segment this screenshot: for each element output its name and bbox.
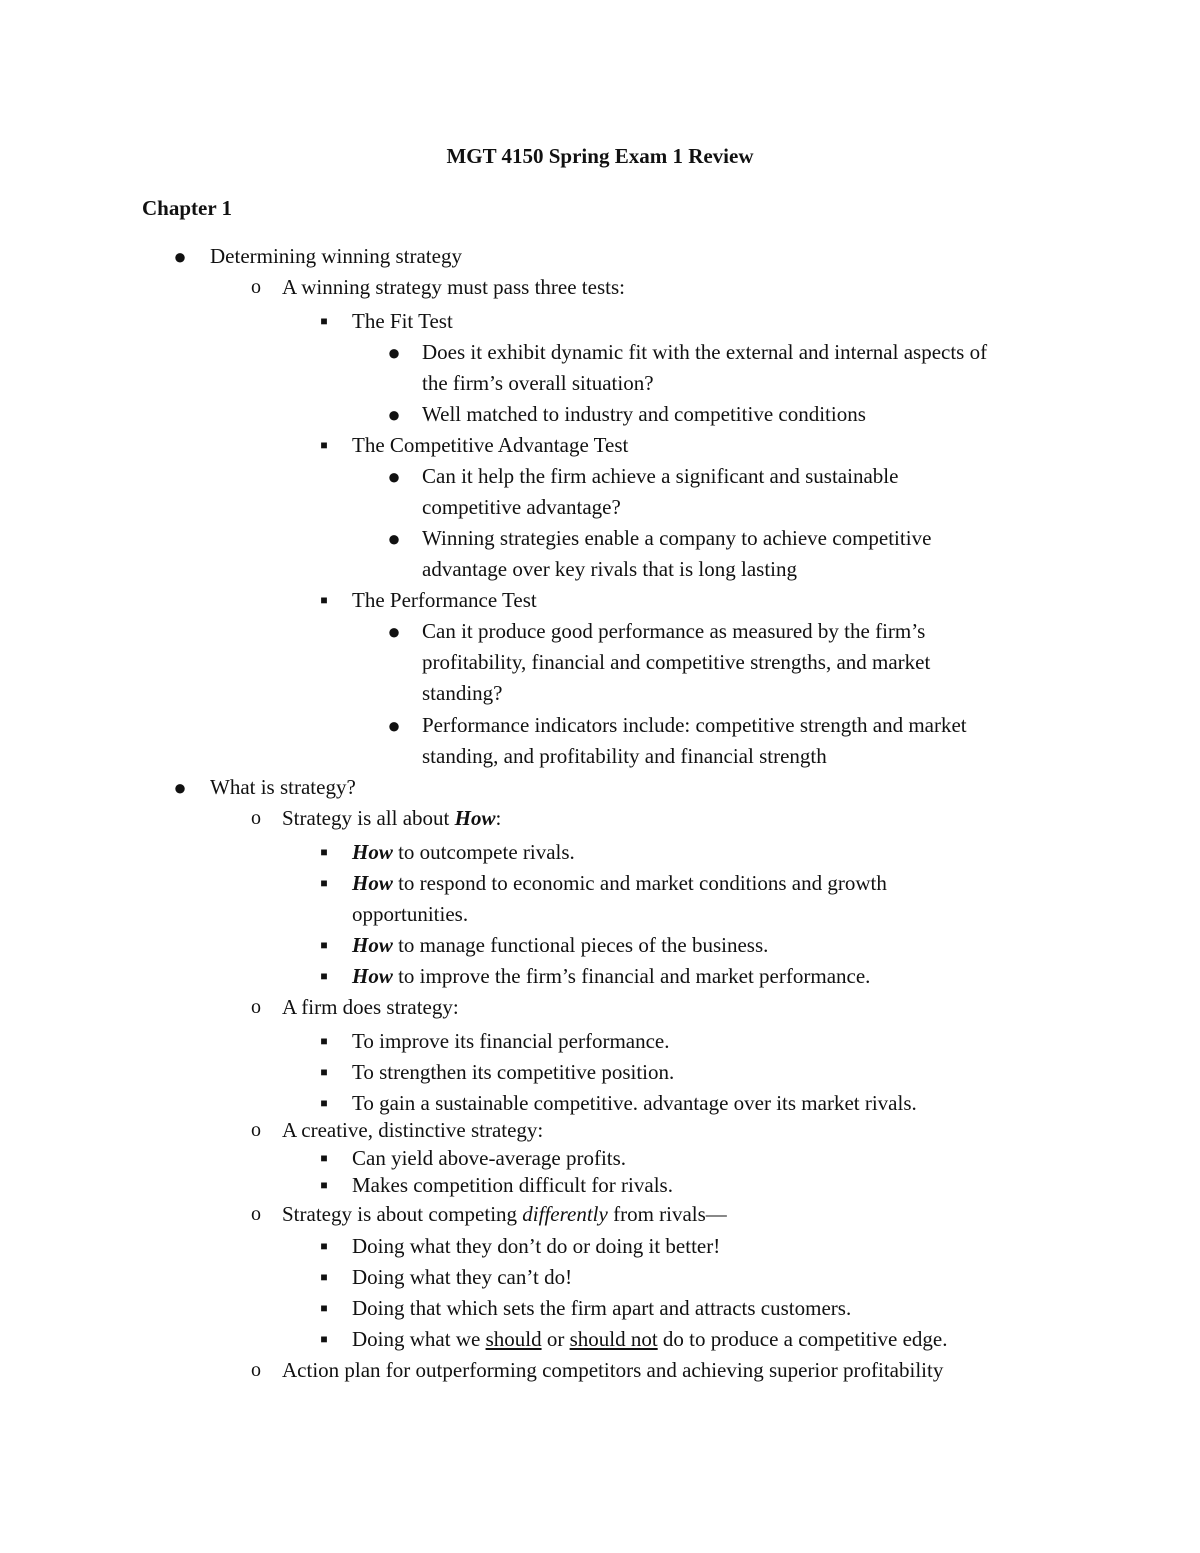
- list-item-text: A winning strategy must pass three tests:: [282, 275, 625, 299]
- square-bullet-icon: ■: [320, 1332, 328, 1346]
- underlined-text: should: [485, 1327, 542, 1351]
- bullet-icon: ●: [387, 526, 401, 551]
- list-item-text: profitability, financial and competitive strengths, and market: [422, 650, 931, 674]
- page-title: MGT 4150 Spring Exam 1 Review: [446, 144, 754, 168]
- list-item-text: Can it produce good performance as measured by the firm’s: [422, 619, 926, 643]
- square-bullet-icon: ■: [320, 314, 328, 328]
- list-item-text: [282, 803, 501, 834]
- list-item-text: the firm’s overall situation?: [422, 371, 654, 395]
- list-item-text: The Competitive Advantage Test: [352, 433, 629, 457]
- list-item-text: Determining winning strategy: [210, 244, 462, 268]
- square-bullet-icon: ■: [320, 1301, 328, 1315]
- text-run: from rivals—: [607, 1202, 727, 1226]
- bullet-icon: ●: [387, 713, 401, 738]
- list-item-text: Doing what they can’t do!: [352, 1265, 573, 1289]
- emphasis-text: How: [352, 871, 393, 895]
- list-item-text: Can it help the firm achieve a significant and sustainable: [422, 464, 899, 488]
- chapter-heading: Chapter 1: [142, 196, 233, 220]
- text-run: do to produce a competitive edge.: [657, 1327, 948, 1351]
- list-item-text: The Performance Test: [352, 588, 537, 612]
- text-run: to outcompete rivals.: [392, 840, 575, 864]
- list-item-text: standing?: [422, 681, 503, 705]
- square-bullet-icon: ■: [320, 969, 328, 983]
- circle-bullet-icon: o: [251, 276, 261, 298]
- emphasis-text: How: [352, 933, 393, 957]
- square-bullet-icon: ■: [320, 593, 328, 607]
- square-bullet-icon: ■: [320, 845, 328, 859]
- square-bullet-icon: ■: [320, 876, 328, 890]
- list-item-text: competitive advantage?: [422, 495, 621, 519]
- emphasis-text: How: [352, 964, 393, 988]
- list-item-text: advantage over key rivals that is long lasting: [422, 557, 797, 581]
- bullet-icon: ●: [387, 619, 401, 644]
- list-item-text: opportunities.: [352, 902, 469, 926]
- bullet-icon: ●: [173, 244, 187, 269]
- circle-bullet-icon: o: [251, 807, 261, 829]
- list-item-text: A firm does strategy:: [282, 995, 459, 1019]
- circle-bullet-icon: o: [251, 1203, 261, 1225]
- underlined-text: should not: [569, 1327, 658, 1351]
- square-bullet-icon: ■: [320, 938, 328, 952]
- list-item-text: A creative, distinctive strategy:: [282, 1118, 544, 1142]
- circle-bullet-icon: o: [251, 1359, 261, 1381]
- text-run: Strategy is about competing: [282, 1202, 523, 1226]
- list-item-text: Performance indicators include: competitive strength and market: [422, 713, 967, 737]
- list-item-text: To strengthen its competitive position.: [352, 1060, 675, 1084]
- list-item-text: The Fit Test: [352, 309, 453, 333]
- text-run: Doing what we: [352, 1327, 486, 1351]
- list-item-text: Action plan for outperforming competitors and achieving superior profitability: [282, 1358, 944, 1382]
- square-bullet-icon: ■: [320, 1270, 328, 1284]
- text-run: to manage functional pieces of the business.: [392, 933, 769, 957]
- circle-bullet-icon: o: [251, 996, 261, 1018]
- list-item-text: [352, 868, 887, 899]
- list-item-text: [352, 961, 870, 992]
- square-bullet-icon: ■: [320, 1034, 328, 1048]
- list-item-text: Does it exhibit dynamic fit with the external and internal aspects of: [422, 340, 988, 364]
- text-run: Strategy is all about: [282, 806, 455, 830]
- square-bullet-icon: ■: [320, 1151, 328, 1165]
- text-run: to improve the firm’s financial and market performance.: [392, 964, 871, 988]
- bullet-icon: ●: [387, 402, 401, 427]
- list-item-text: [352, 930, 768, 961]
- text-run: :: [495, 806, 502, 830]
- list-item-text: [352, 1324, 948, 1355]
- list-item-text: What is strategy?: [210, 775, 356, 799]
- emphasis-text: How: [454, 806, 496, 830]
- emphasis-text: differently: [522, 1202, 608, 1226]
- list-item-text: Makes competition difficult for rivals.: [352, 1173, 673, 1197]
- square-bullet-icon: ■: [320, 438, 328, 452]
- list-item-text: To improve its financial performance.: [352, 1029, 670, 1053]
- bullet-icon: ●: [387, 340, 401, 365]
- list-item-text: To gain a sustainable competitive. advantage over its market rivals.: [352, 1091, 917, 1115]
- list-item-text: Can yield above-average profits.: [352, 1146, 627, 1170]
- list-item-text: [352, 837, 575, 868]
- square-bullet-icon: ■: [320, 1239, 328, 1253]
- list-item-text: [282, 1199, 727, 1230]
- list-item-text: Doing that which sets the firm apart and attracts customers.: [352, 1296, 852, 1320]
- list-item-text: standing, and profitability and financial strength: [422, 744, 827, 768]
- square-bullet-icon: ■: [320, 1065, 328, 1079]
- list-item-text: Well matched to industry and competitive conditions: [422, 402, 866, 426]
- circle-bullet-icon: o: [251, 1119, 261, 1141]
- square-bullet-icon: ■: [320, 1178, 328, 1192]
- list-item-text: Doing what they don’t do or doing it better!: [352, 1234, 721, 1258]
- list-item-text: Winning strategies enable a company to achieve competitive: [422, 526, 932, 550]
- text-run: or: [541, 1327, 570, 1351]
- emphasis-text: How: [352, 840, 393, 864]
- text-run: to respond to economic and market conditions and growth: [392, 871, 887, 895]
- bullet-icon: ●: [387, 464, 401, 489]
- bullet-icon: ●: [173, 775, 187, 800]
- square-bullet-icon: ■: [320, 1096, 328, 1110]
